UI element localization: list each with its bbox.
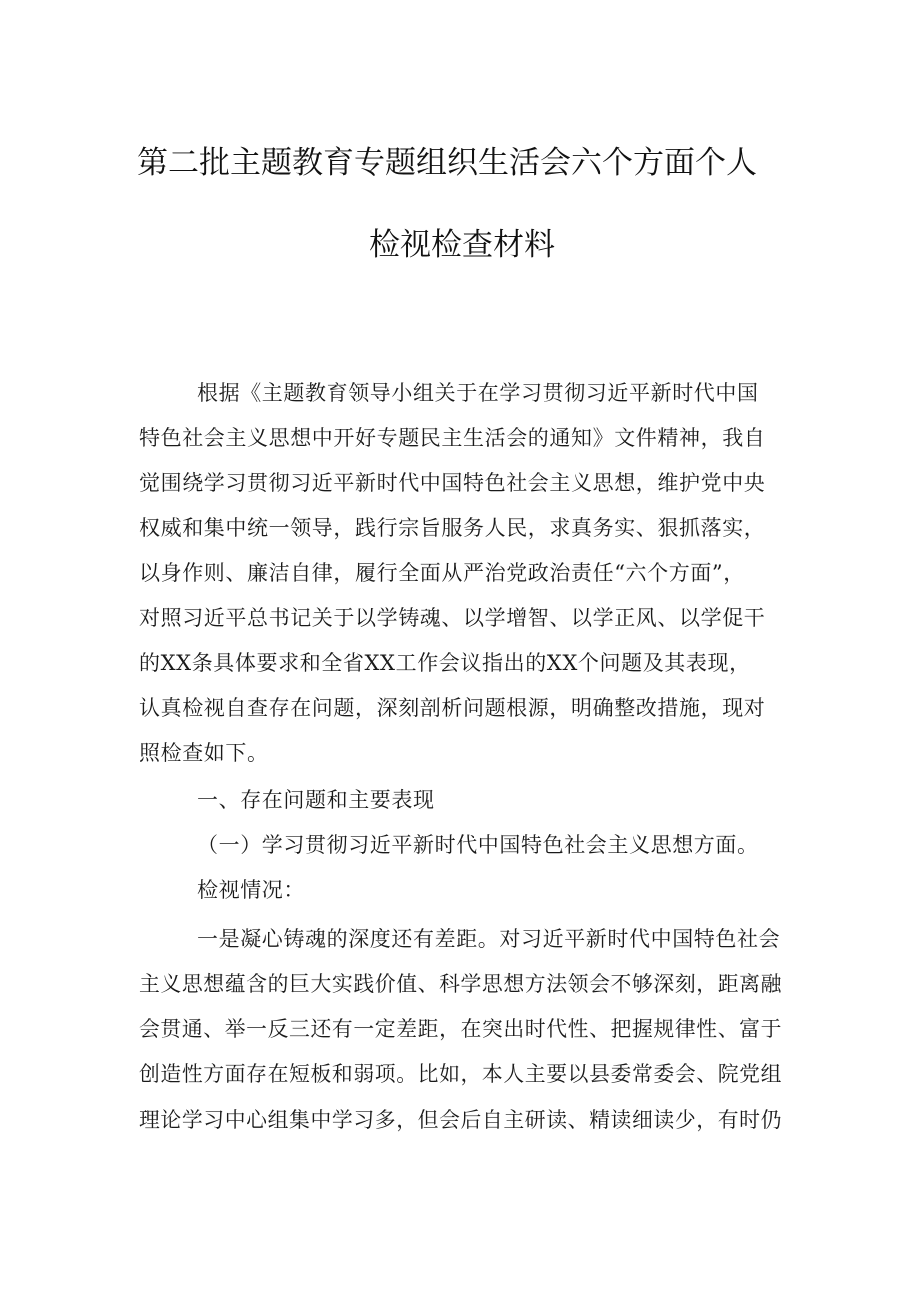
- body-line: 创造性方面存在短板和弱项。比如，本人主要以县委常委会、院党组: [139, 1062, 783, 1086]
- body-line: 理论学习中心组集中学习多，但会后自主研读、精读细读少，有时仍: [139, 1108, 783, 1132]
- body-line: 认真检视自查存在问题，深刻剖析问题根源，明确整改措施，现对: [139, 696, 766, 720]
- body-line: 照检查如下。: [139, 741, 269, 765]
- section-heading: 一、存在问题和主要表现: [197, 788, 435, 812]
- body-line: 觉围绕学习贯彻习近平新时代中国特色社会主义思想，维护党中央: [139, 471, 766, 495]
- body-line: 会贯通、举一反三还有一定差距，在突出时代性、把握规律性、富于: [139, 1017, 783, 1041]
- body-line: 的XX条具体要求和全省XX工作会议指出的XX个问题及其表现，: [139, 651, 751, 675]
- body-line: 特色社会主义思想中开好专题民主生活会的通知》文件精神，我自: [139, 426, 766, 450]
- review-label: 检视情况：: [197, 878, 305, 902]
- body-line: 权威和集中统一领导，践行宗旨服务人民，求真务实、狠抓落实，: [139, 516, 766, 540]
- body-line: 根据《主题教育领导小组关于在学习贯彻习近平新时代中国: [197, 381, 759, 405]
- body-line: 一是凝心铸魂的深度还有差距。对习近平新时代中国特色社会: [197, 927, 781, 951]
- document-title-line-1: 第二批主题教育专题组织生活会六个方面个人: [137, 145, 757, 181]
- body-line: 主义思想蕴含的巨大实践价值、科学思想方法领会不够深刻，距离融: [139, 972, 783, 996]
- document-title-line-2: 检视检查材料: [369, 227, 555, 263]
- body-line: 以身作则、廉洁自律，履行全面从严治党政治责任“六个方面”，: [139, 561, 745, 585]
- subsection-heading: （一）学习贯彻习近平新时代中国特色社会主义思想方面。: [197, 833, 759, 857]
- body-line: 对照习近平总书记关于以学铸魂、以学增智、以学正风、以学促干: [139, 606, 766, 630]
